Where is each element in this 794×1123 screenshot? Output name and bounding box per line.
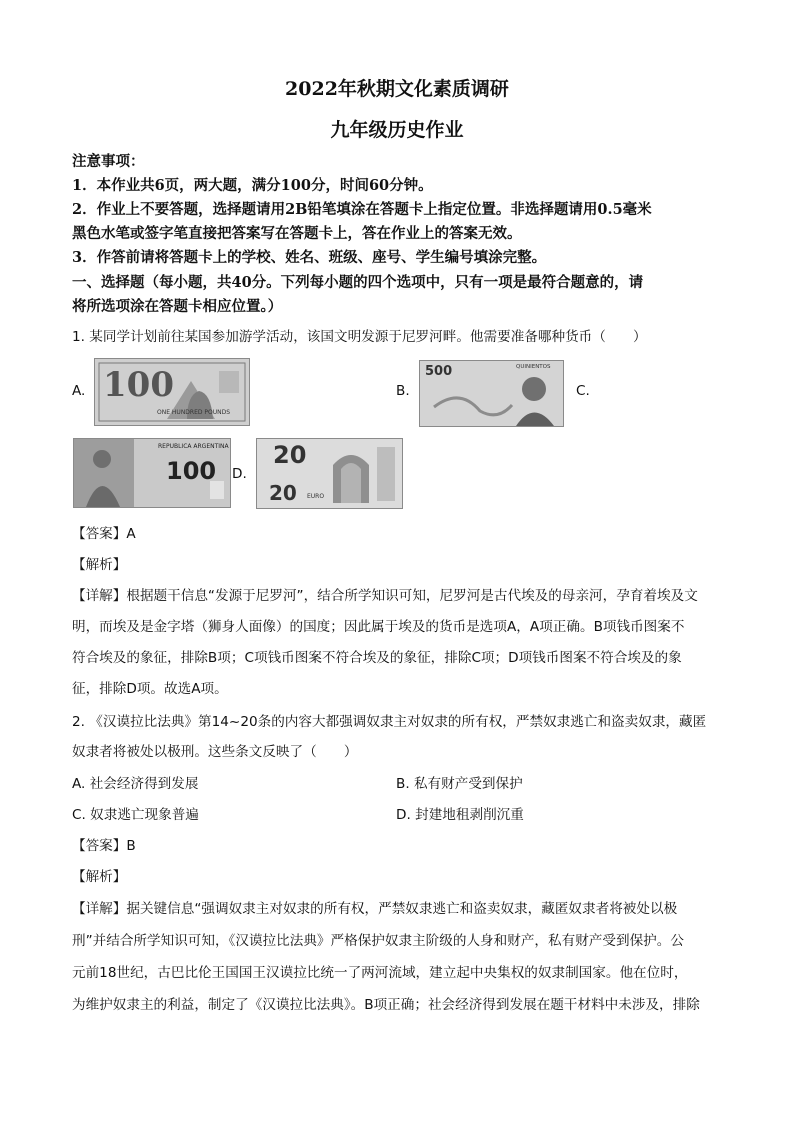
banknote-d-caption: EURO bbox=[307, 493, 325, 500]
q1-detail-1: 【详解】根据题干信息“发源于尼罗河”，结合所学知识可知，尼罗河是古代埃及的母亲河，孕育着埃及文 bbox=[72, 588, 698, 604]
banknote-c-value: 100 bbox=[166, 457, 217, 485]
q1-option-a-label: A. bbox=[72, 383, 86, 399]
banknote-c-caption: REPUBLICA ARGENTINA bbox=[158, 443, 229, 450]
banknote-a-caption: ONE HUNDRED POUNDS bbox=[157, 409, 231, 416]
q1-detail-3: 符合埃及的象征，排除B项；C项钱币图案不符合埃及的象征，排除C项；D项钱币图案不符合埃及的象 bbox=[72, 650, 682, 666]
q2-detail-4: 为维护奴隶主的利益，制定了《汉谟拉比法典》。B项正确；社会经济得到发展在题干材料中未涉及，排除 bbox=[72, 997, 700, 1013]
q2-answer: 【答案】B bbox=[72, 838, 136, 854]
banknote-d-value-bottom: 20 bbox=[269, 481, 297, 505]
q1-stem: 1. 某同学计划前往某国参加游学活动，该国文明发源于尼罗河畔。他需要准备哪种货币（ ） bbox=[72, 329, 647, 345]
q1-option-d-label: D. bbox=[232, 466, 247, 482]
q1-answer: 【答案】A bbox=[72, 526, 136, 542]
banknote-b-value: 500 bbox=[425, 364, 453, 379]
q2-option-c: C. 奴隶逃亡现象普遍 bbox=[72, 807, 199, 823]
banknote-b-caption: QUINIENTOS bbox=[516, 364, 551, 370]
notes-line-3: 3．作答前请将答题卡上的学校、姓名、班级、座号、学生编号填涂完整。 bbox=[72, 249, 547, 266]
q1-option-b-label: B. bbox=[396, 383, 410, 399]
section-instructions-1: 一、选择题（每小题，共40分。下列每小题的四个选项中，只有一项是最符合题意的，请 bbox=[72, 274, 644, 291]
q1-detail-2: 明，而埃及是金字塔（狮身人面像）的国度；因此属于埃及的货币是选项A，A项正确。B项钱币图案不 bbox=[72, 619, 685, 635]
banknote-d-image bbox=[256, 438, 403, 509]
banknote-a-value: 100 bbox=[103, 365, 174, 405]
q1-option-c-label: C. bbox=[576, 383, 590, 399]
exam-title: 2022年秋期文化素质调研 bbox=[285, 78, 509, 100]
section-instructions-2: 将所选项涂在答题卡相应位置。） bbox=[72, 298, 283, 315]
notes-line-2b: 黑色水笔或签字笔直接把答案写在答题卡上，答在作业上的答案无效。 bbox=[72, 225, 522, 242]
banknote-a-image bbox=[94, 358, 250, 426]
banknote-c-image bbox=[73, 438, 231, 508]
q2-stem-1: 2. 《汉谟拉比法典》第14~20条的内容大都强调奴隶主对奴隶的所有权，严禁奴隶逃亡和盗卖奴隶，藏匿 bbox=[72, 714, 707, 730]
q1-detail-4: 征，排除D项。故选A项。 bbox=[72, 681, 228, 697]
banknote-b-image bbox=[419, 360, 564, 427]
q2-analysis-label: 【解析】 bbox=[72, 869, 127, 885]
q2-detail-2: 刑”并结合所学知识可知，《汉谟拉比法典》严格保护奴隶主阶级的人身和财产，私有财产受到保护。公 bbox=[72, 933, 684, 949]
q2-option-b: B. 私有财产受到保护 bbox=[396, 776, 523, 792]
q2-option-d: D. 封建地租剥削沉重 bbox=[396, 807, 524, 823]
notes-heading: 注意事项： bbox=[72, 153, 145, 170]
notes-line-1: 1．本作业共6页，两大题，满分100分，时间60分钟。 bbox=[72, 177, 433, 194]
banknote-d-value-top: 20 bbox=[273, 441, 307, 469]
q2-option-a: A. 社会经济得到发展 bbox=[72, 776, 199, 792]
q1-analysis-label: 【解析】 bbox=[72, 557, 127, 573]
q2-detail-1: 【详解】据关键信息“强调奴隶主对奴隶的所有权，严禁奴隶逃亡和盗卖奴隶，藏匿奴隶者将被处以极 bbox=[72, 901, 678, 917]
q2-detail-3: 元前18世纪，古巴比伦王国国王汉谟拉比统一了两河流域，建立起中央集权的奴隶制国家。他在位时， bbox=[72, 965, 688, 981]
q2-stem-2: 奴隶者将被处以极刑。这些条文反映了（ ） bbox=[72, 744, 358, 760]
exam-subtitle: 九年级历史作业 bbox=[330, 119, 464, 141]
notes-line-2a: 2．作业上不要答题，选择题请用2B铅笔填涂在答题卡上指定位置。非选择题请用0.5毫米 bbox=[72, 201, 652, 218]
